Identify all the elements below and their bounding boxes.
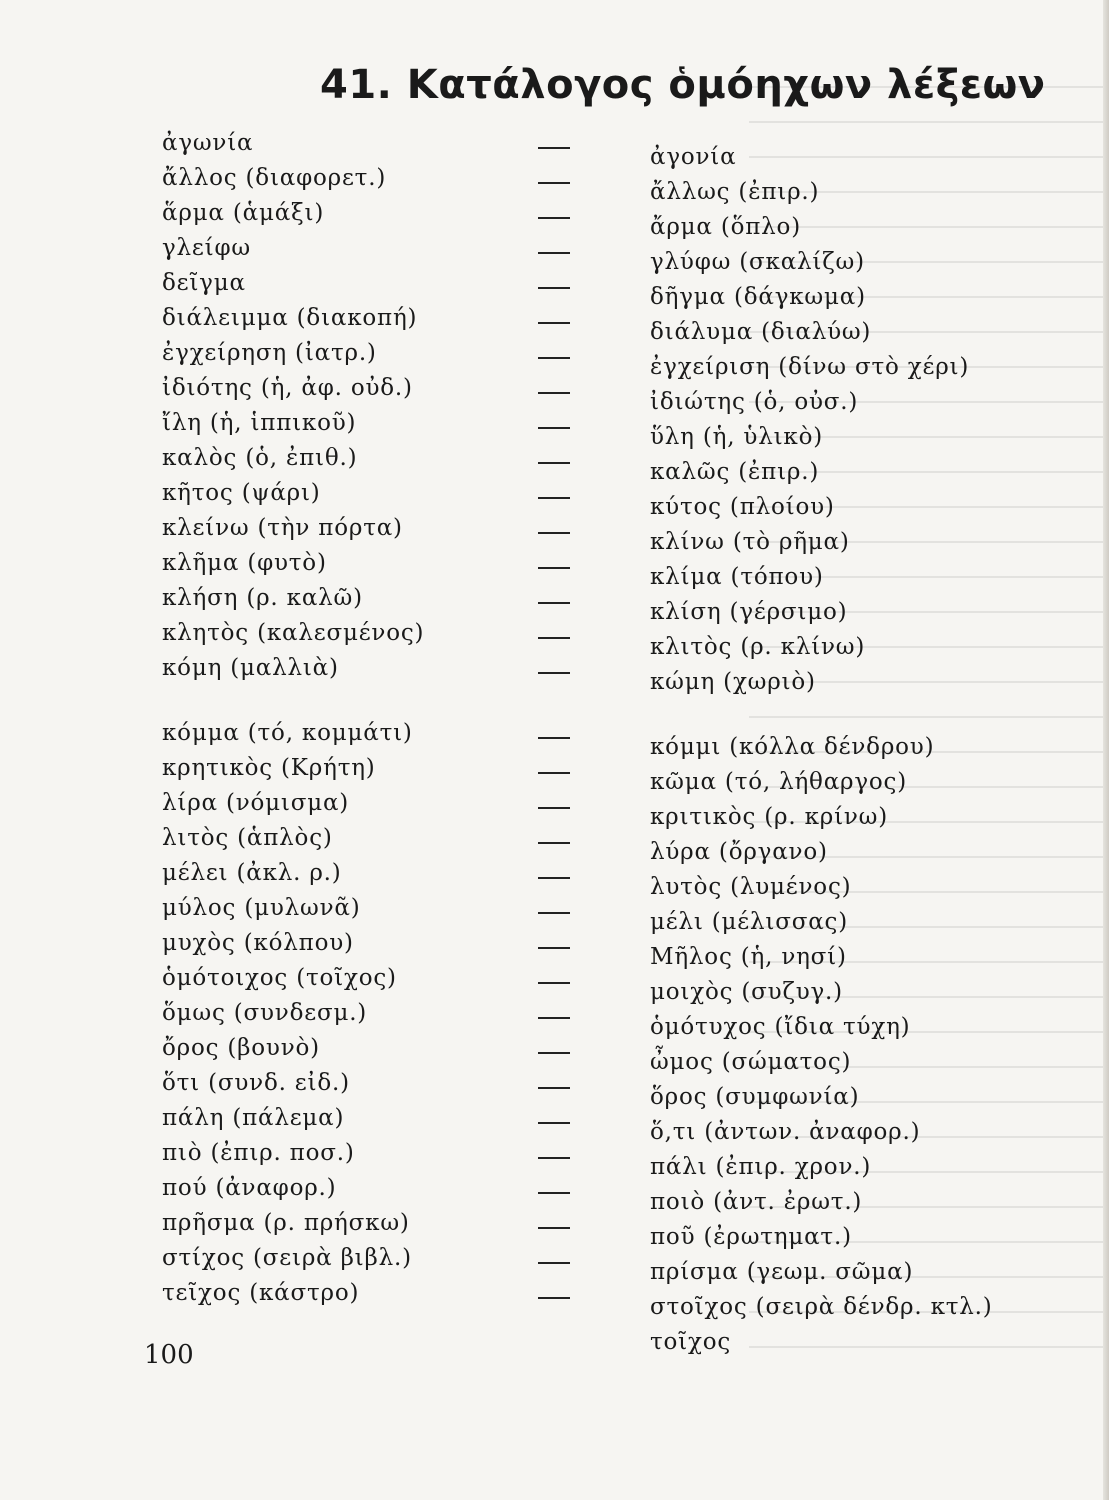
word-right: ἐγχείριση (δίνω στὸ χέρι) (650, 354, 970, 380)
word-pair-row (0, 790, 1109, 830)
dash-separator (538, 947, 570, 949)
word-right: γλύφω (σκαλίζω) (650, 249, 865, 275)
dash-separator (538, 182, 570, 184)
word-right: ἄλλως (ἐπιρ.) (650, 179, 820, 205)
word-pair-row (0, 965, 1109, 1005)
dash-separator (538, 602, 570, 604)
word-pair-row (0, 585, 1109, 625)
dash-separator (538, 287, 570, 289)
dash-separator (538, 462, 570, 464)
word-right: μέλι (μέλισσας) (650, 909, 848, 935)
dash-separator (538, 567, 570, 569)
word-pair-row (0, 1140, 1109, 1180)
word-pair-row (0, 860, 1109, 900)
word-left: τεῖχος (κάστρο) (162, 1280, 360, 1306)
word-pair-row (0, 655, 1109, 695)
word-right: διάλυμα (διαλύω) (650, 319, 872, 345)
word-pair-row (0, 1245, 1109, 1285)
word-left: ἰδιότης (ἡ, ἀφ. οὐδ.) (162, 375, 413, 401)
dash-separator (538, 427, 570, 429)
word-right: ὁμότυχος (ἴδια τύχη) (650, 1014, 911, 1040)
dash-separator (538, 877, 570, 879)
word-pair-row (0, 375, 1109, 415)
page-title: 41. Κατάλογος ὁμόηχων λέξεων (320, 62, 1046, 108)
dash-separator (538, 322, 570, 324)
dash-separator (538, 737, 570, 739)
word-pair-row (0, 1210, 1109, 1250)
word-right: ἰδιώτης (ὁ, οὐσ.) (650, 389, 859, 415)
word-pair-row (0, 270, 1109, 310)
word-left: καλὸς (ὁ, ἐπιθ.) (162, 445, 358, 471)
word-right: κλίνω (τὸ ρῆμα) (650, 529, 850, 555)
word-pair-row (0, 445, 1109, 485)
dash-separator (538, 217, 570, 219)
dash-separator (538, 637, 570, 639)
word-left: κλῆμα (φυτὸ) (162, 550, 327, 576)
word-left: κλήση (ρ. καλῶ) (162, 585, 363, 611)
dash-separator (538, 1227, 570, 1229)
dash-separator (538, 147, 570, 149)
dash-separator (538, 807, 570, 809)
word-left: πού (ἀναφορ.) (162, 1175, 337, 1201)
word-right: κλίση (γέρσιμο) (650, 599, 848, 625)
dash-separator (538, 1262, 570, 1264)
dash-separator (538, 1192, 570, 1194)
word-right: ἄρμα (ὅπλο) (650, 214, 801, 240)
word-pair-row (0, 1175, 1109, 1215)
word-left: πιὸ (ἐπιρ. ποσ.) (162, 1140, 355, 1166)
word-pair-row (0, 720, 1109, 760)
word-right: λύρα (ὄργανο) (650, 839, 828, 865)
word-left: κόμη (μαλλιὰ) (162, 655, 339, 681)
word-pair-row (0, 165, 1109, 205)
word-pair-row (0, 305, 1109, 345)
word-left: μυχὸς (κόλπου) (162, 930, 354, 956)
dash-separator (538, 392, 570, 394)
dash-separator (538, 497, 570, 499)
page-number: 100 (144, 1340, 194, 1370)
word-right: κλιτὸς (ρ. κλίνω) (650, 634, 866, 660)
word-left: κῆτος (ψάρι) (162, 480, 321, 506)
word-pair-row (0, 1070, 1109, 1110)
word-left: ἴλη (ἡ, ἱππικοῦ) (162, 410, 357, 436)
word-pair-row (0, 895, 1109, 935)
word-right: κόμμι (κόλλα δένδρου) (650, 734, 935, 760)
word-right: πρίσμα (γεωμ. σῶμα) (650, 1259, 914, 1285)
word-left: ὄρος (βουνὸ) (162, 1035, 320, 1061)
word-left: κλείνω (τὴν πόρτα) (162, 515, 403, 541)
dash-separator (538, 1297, 570, 1299)
word-right: καλῶς (ἐπιρ.) (650, 459, 820, 485)
word-pair-row (0, 200, 1109, 240)
word-right: κώμη (χωριὸ) (650, 669, 816, 695)
word-left: λιτὸς (ἁπλὸς) (162, 825, 333, 851)
word-right: κύτος (πλοίου) (650, 494, 835, 520)
dash-separator (538, 672, 570, 674)
word-left: πάλη (πάλεμα) (162, 1105, 345, 1131)
word-left: μέλει (ἀκλ. ρ.) (162, 860, 342, 886)
word-left: ἄλλος (διαφορετ.) (162, 165, 387, 191)
word-right: ὕλη (ἡ, ὑλικὸ) (650, 424, 823, 450)
word-right: μοιχὸς (συζυγ.) (650, 979, 843, 1005)
word-left: πρῆσμα (ρ. πρήσκω) (162, 1210, 410, 1236)
dash-separator (538, 532, 570, 534)
word-left: λίρα (νόμισμα) (162, 790, 350, 816)
word-left: δεῖγμα (162, 270, 246, 296)
dash-separator (538, 842, 570, 844)
word-right: στοῖχος (σειρὰ δένδρ. κτλ.) (650, 1294, 993, 1320)
word-left: ὅτι (συνδ. εἰδ.) (162, 1070, 350, 1096)
word-right: ὅ,τι (ἀντων. ἀναφορ.) (650, 1119, 921, 1145)
dash-separator (538, 252, 570, 254)
word-right: ὅρος (συμφωνία) (650, 1084, 860, 1110)
word-left: κόμμα (τό, κομμάτι) (162, 720, 413, 746)
dash-separator (538, 1017, 570, 1019)
word-left: γλείφω (162, 235, 251, 261)
word-pair-row (0, 235, 1109, 275)
word-pair-row (0, 1035, 1109, 1075)
word-pair-row (0, 515, 1109, 555)
word-pair-row (0, 1000, 1109, 1040)
dash-separator (538, 1157, 570, 1159)
word-pair-row (0, 930, 1109, 970)
word-pair-row (0, 340, 1109, 380)
word-pair-row (0, 130, 1109, 170)
word-right: τοῖχος (650, 1329, 732, 1355)
dash-separator (538, 1052, 570, 1054)
word-pair-row (0, 480, 1109, 520)
word-right: κῶμα (τό, λήθαργος) (650, 769, 907, 795)
word-right: κριτικὸς (ρ. κρίνω) (650, 804, 889, 830)
word-left: ἅρμα (ἁμάξι) (162, 200, 325, 226)
word-right: κλίμα (τόπου) (650, 564, 824, 590)
word-left: ἐγχείρηση (ἰατρ.) (162, 340, 377, 366)
word-right: ποιὸ (ἀντ. ἐρωτ.) (650, 1189, 863, 1215)
word-pair-row (0, 1280, 1109, 1320)
word-left: ὅμως (συνδεσμ.) (162, 1000, 368, 1026)
word-right: δῆγμα (δάγκωμα) (650, 284, 866, 310)
word-pair-row (0, 1105, 1109, 1145)
word-right: ἀγονία (650, 144, 737, 170)
word-left: ὁμότοιχος (τοῖχος) (162, 965, 397, 991)
word-right: λυτὸς (λυμένος) (650, 874, 852, 900)
dash-separator (538, 1122, 570, 1124)
word-right: ὦμος (σώματος) (650, 1049, 852, 1075)
word-right: ποῦ (ἐρωτηματ.) (650, 1224, 852, 1250)
word-left: ἀγωνία (162, 130, 254, 156)
word-left: μύλος (μυλωνᾶ) (162, 895, 361, 921)
word-right: πάλι (ἐπιρ. χρον.) (650, 1154, 872, 1180)
word-pair-row (0, 410, 1109, 450)
word-left: διάλειμμα (διακοπή) (162, 305, 418, 331)
word-pair-row (0, 755, 1109, 795)
word-left: κλητὸς (καλεσμένος) (162, 620, 425, 646)
dash-separator (538, 772, 570, 774)
word-pair-row (0, 620, 1109, 660)
dash-separator (538, 982, 570, 984)
dash-separator (538, 1087, 570, 1089)
dash-separator (538, 357, 570, 359)
word-left: κρητικὸς (Κρήτη) (162, 755, 376, 781)
word-pair-row (0, 825, 1109, 865)
dash-separator (538, 912, 570, 914)
word-left: στίχος (σειρὰ βιβλ.) (162, 1245, 412, 1271)
word-right: Μῆλος (ἡ, νησί) (650, 944, 847, 970)
word-pair-row (0, 550, 1109, 590)
